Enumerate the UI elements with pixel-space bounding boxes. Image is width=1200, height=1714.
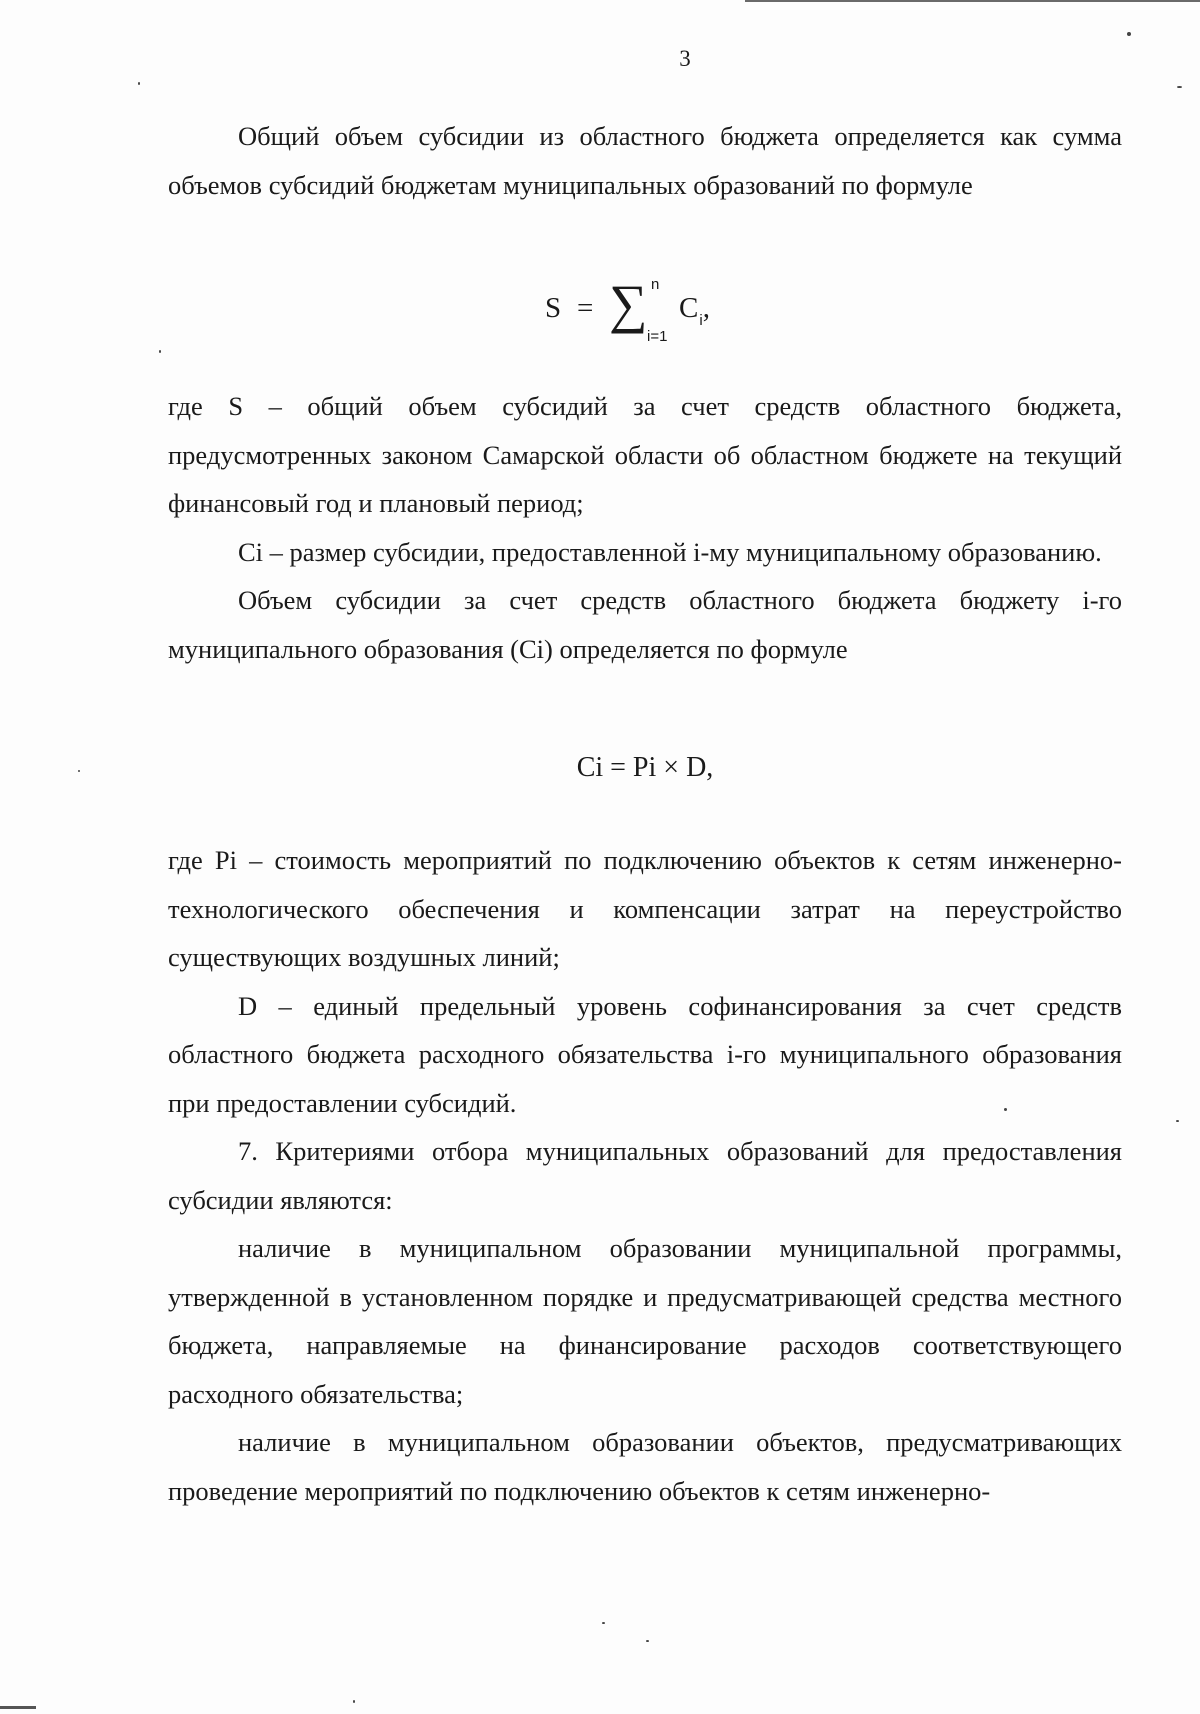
sigma-symbol: ∑: [609, 274, 648, 334]
sum-term-subscript: i: [699, 312, 703, 329]
sum-term-symbol: C: [679, 292, 699, 324]
page-number: 3: [679, 46, 691, 71]
formula-equals: =: [577, 292, 594, 324]
intro-section: [168, 112, 1122, 209]
scan-speck: [138, 82, 140, 85]
scan-speck: [1127, 32, 1131, 36]
formula-lhs: S: [545, 292, 562, 324]
scan-speck: [646, 1640, 649, 1642]
scan-speck: [1176, 1120, 1179, 1122]
sum-formula: [168, 268, 1122, 358]
where-s-paragraph: где S – общий объем субсидий за счет средств областного бюджета, предусмотренных законом Самарской области об областном бюджете на текущий финансовый год и плановый период;: [168, 391, 1122, 518]
clause-7-paragraph: 7. Критериями отбора муниципальных образований для предоставления субсидии являются:: [168, 1136, 1122, 1215]
where-pi-paragraph: где Pi – стоимость мероприятий по подключению объектов к сетям инженерно-технологического обеспечения и компенсации затрат на переустройство существующих воздушных линий;: [168, 845, 1122, 972]
ci-formula: Ci = Pi × D,: [576, 752, 714, 783]
bottom-border-mark: [0, 1706, 36, 1709]
criterion-1-paragraph: наличие в муниципальном образовании муниципальной программы, утвержденной в установленном порядке и предусматривающей средства местного бюджета, направляемые на финансирование расходов соответствующего расходного обязательства;: [168, 1233, 1122, 1409]
sum-formula-body: [545, 268, 745, 348]
scan-speck: [1177, 86, 1182, 88]
sum-trailing-comma: ,: [702, 292, 710, 324]
def-d-paragraph: D – единый предельный уровень софинансирования за счет средств областного бюджета расходного обязательства i-го муниципального образования при предоставлении субсидий.: [168, 990, 1122, 1118]
intro-paragraph: Общий объем субсидии из областного бюджета определяется как сумма объемов субсидий бюджетам муниципальных образований по формуле: [168, 121, 1122, 200]
scan-speck: [353, 1700, 355, 1703]
sum-lower-limit: i=1: [647, 328, 668, 345]
scan-speck: [159, 350, 161, 353]
scan-speck: [602, 1622, 605, 1624]
definitions-section-2: [168, 836, 1122, 1515]
scan-speck: [78, 770, 80, 772]
volume-paragraph: Объем субсидии за счет средств областного бюджета бюджету i-го муниципального образования (Ci) определяется по формуле: [168, 585, 1122, 664]
top-border-line: [745, 0, 1200, 2]
sum-term: [679, 292, 710, 329]
criterion-2-paragraph: наличие в муниципальном образовании объектов, предусматривающих проведение мероприятий по подключению объектов к сетям инженерно-: [168, 1427, 1122, 1506]
def-ci-paragraph: Ci – размер субсидии, предоставленной i-му муниципальному образованию.: [238, 536, 1102, 567]
definitions-section-1: [168, 382, 1122, 673]
sum-upper-limit: n: [651, 276, 660, 293]
